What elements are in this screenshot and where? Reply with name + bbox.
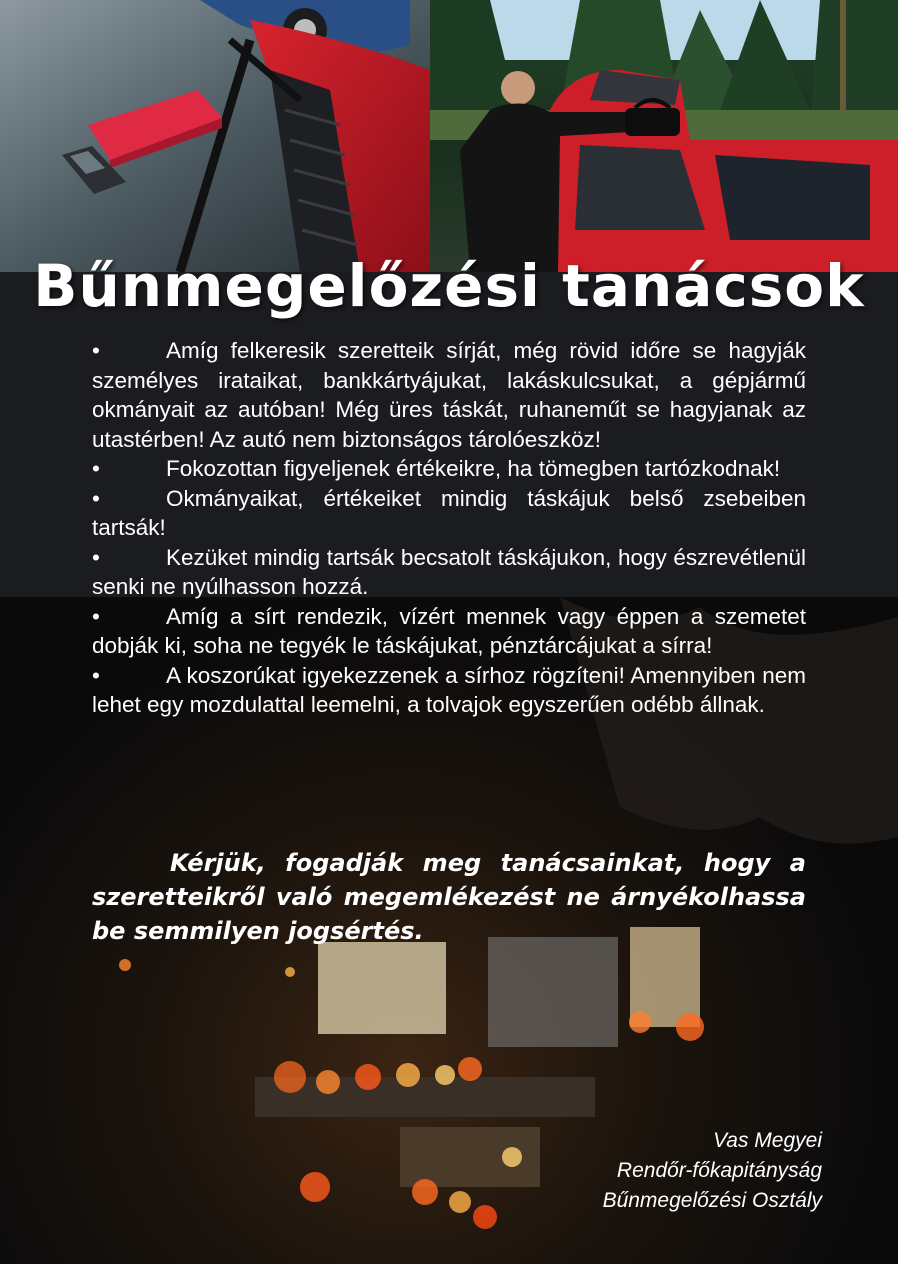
signature-block [603, 1126, 822, 1216]
tip-text: Okmányaikat, értékeiket mindig táskájuk belső zsebeiben tartsák! [92, 485, 806, 540]
list-item [92, 484, 806, 543]
list-item [92, 602, 806, 661]
bullet: • [92, 338, 100, 363]
tips-list [92, 336, 806, 720]
list-item [92, 543, 806, 602]
man-at-car-photo [430, 0, 898, 272]
signature-line-department: Bűnmegelőzési Osztály [602, 1189, 822, 1212]
tip-text: Amíg felkeresik szeretteik sírját, még rövid időre se hagyják személyes irataikat, bankkártyájukat, lakáskulcsukat, a gépjármű okmányait az autóban! Még üres táskát, ruhaneműt se hagyjanak az utastérben! Az autó nem biztonságos tárolóeszköz! [92, 338, 806, 452]
list-item [92, 454, 806, 484]
bullet: • [92, 456, 100, 481]
list-item [92, 661, 806, 720]
bullet: • [92, 662, 100, 688]
windshield-illustration [0, 0, 430, 272]
list-item [92, 336, 806, 454]
signature-line-police-hq: Rendőr-főkapitányság [616, 1159, 822, 1182]
bullet: • [92, 603, 100, 629]
tip-text: A koszorúkat igyekezzenek a sírhoz rögzíteni! Amennyiben nem lehet egy mozdulattal leemelni, a tolvajok egyszerűen odébb állnak. [92, 662, 806, 717]
bullet: • [92, 544, 100, 570]
tip-text: Fokozottan figyeljenek értékeikre, ha tömegben tartózkodnak! [166, 456, 781, 481]
wallet-on-windshield-photo [0, 0, 430, 272]
signature-line-county: Vas Megyei [713, 1129, 822, 1152]
bullet: • [92, 485, 100, 511]
car-trunk-illustration [430, 0, 898, 272]
page-title: Bűnmegelőzési tanácsok [33, 252, 865, 320]
tip-text: Amíg a sírt rendezik, vízért mennek vagy éppen a szemetet dobják ki, soha ne tegyék le táskájukat, pénztárcájukat a sírra! [92, 603, 806, 658]
closing-appeal: Kérjük, fogadják meg tanácsainkat, hogy a szeretteikről való megemlékezést ne árnyékolhassa be semmilyen jogsértés. [92, 849, 806, 945]
tip-text: Kezüket mindig tartsák becsatolt táskájukon, hogy észrevétlenül senki ne nyúlhasson hozzá. [92, 544, 806, 599]
